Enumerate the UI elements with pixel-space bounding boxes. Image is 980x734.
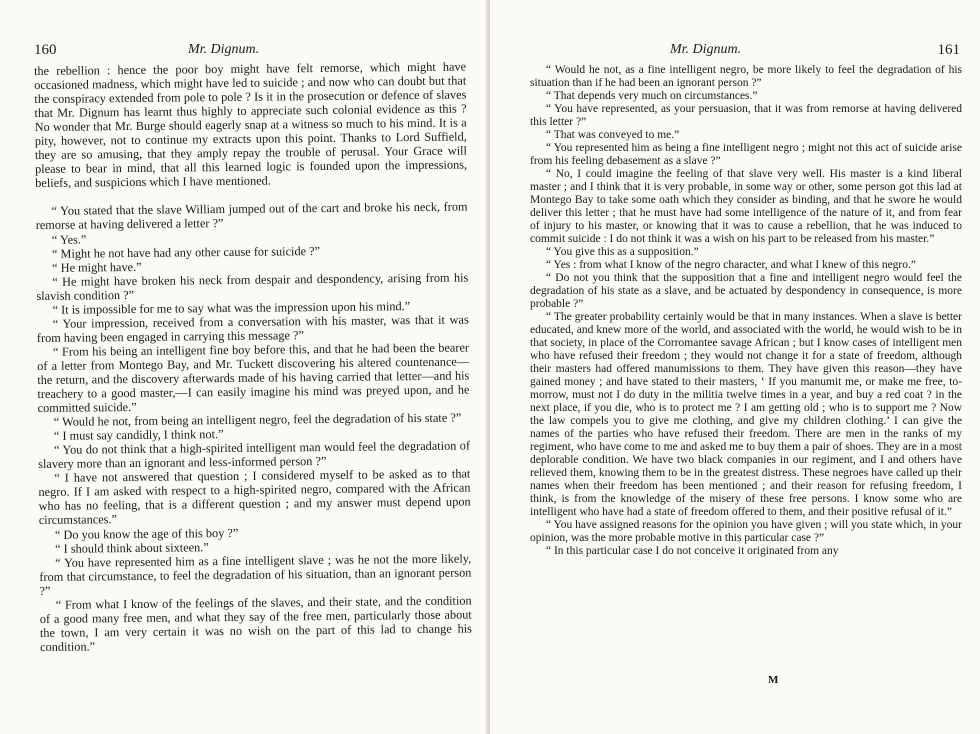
paragraph: “ That was conveyed to me.” (546, 129, 680, 141)
signature-mark: M (768, 674, 779, 686)
paragraph: “ You have represented him as a fine intelligent slave ; was he not the more likely, from that circumstance, to feel the degradation of his situation, than an ignorant person ?” (39, 551, 472, 598)
paragraph: “ You represented him as being a fine intelligent negro ; might not this act of suicide arise from his feeling debasement as a slave ?” (530, 142, 962, 167)
paragraph: “ I must say candidly, I think not.” (53, 427, 224, 443)
paragraph: “ In this particular case I do not conceive it originated from any (546, 545, 839, 557)
paragraph: “ You do not think that a high-spirited intelligent man would feel the degradation of slavery more than an ignorant and less-informed person ?” (38, 438, 471, 472)
left-page-number: 160 (34, 42, 57, 58)
paragraph: “ Your impression, received from a conversation with his master, was that it was from having been engaged in carrying this message ?” (36, 312, 469, 345)
paragraph: “ You stated that the slave William jumped out of the cart and broke his neck, from remorse at having delivered a letter ?” (35, 199, 468, 233)
paragraph: “ You have assigned reasons for the opinion you have given ; will you state which, in your opinion, was the more probable motive in this particular case ?” (530, 519, 962, 544)
paragraph: “ I have not answered that question ; I considered myself to be asked as to that negro. If I am asked with respect to a high-spirited negro, compared with the African who has no feeling, that is a different question ; and my answer must depend upon circumstances.” (38, 466, 471, 528)
left-running-head: Mr. Dignum. (188, 42, 260, 57)
right-running-head: Mr. Dignum. (670, 42, 742, 57)
right-page-body (530, 64, 962, 558)
right-page (490, 0, 980, 734)
paragraph: “ I should think about sixteen.” (54, 539, 209, 556)
paragraph: “ You have represented, as your persuasion, that it was from remorse at having delivered this letter ?” (530, 103, 962, 128)
paragraph: “ Do not you think that the supposition that a fine and intelligent negro would feel the degradation of his state as a slave, and be actuated by despondency in consequence, is more probable ?” (530, 272, 962, 310)
paragraph: “ That depends very much on circumstances.” (546, 90, 758, 102)
paragraph: “ From his being an intelligent fine boy before this, and that he had been the bearer of a letter from Montego Bay, and Mr. Tuckett discovering his altered countenance—the return, and the discovery afterwards made of his having carried that letter—and his treachery to a good master,—I can easily imagine his mind was preyed upon, and he committed suicide.” (37, 340, 470, 416)
paragraph: “ Would he not, from being an intelligent negro, feel the degradation of his state ?” (53, 410, 462, 429)
paragraph: “ Do you know the age of this boy ?” (54, 525, 239, 542)
paragraph: “ Yes : from what I know of the negro character, and what I knew of this negro.” (546, 259, 916, 271)
right-page-number: 161 (937, 42, 960, 58)
left-page-body (34, 59, 472, 653)
paragraph: “ You give this as a supposition.” (546, 246, 699, 258)
paragraph: “ It is impossible for me to say what was the impression upon his mind.” (52, 298, 411, 317)
paragraph: “ He might have.” (52, 259, 142, 275)
paragraph: “ Yes.” (51, 231, 87, 247)
paragraph: “ The greater probability certainly would be that in many instances. When a slave is better educated, and knew more of the world, and associated with the world, he would wish to be in that society, in place of the Corromantee savage African ; but I know cases of intelligent men who have refused their freedom ; they would not change it for a state of freedom, although their masters had offered manumissions to them. They have given this reason—they have gained money ; and have stated to their masters, ‘ If you manumit me, or make me free, to-morrow, must not I do duty in the militia twelve times in a year, and buy a red coat ? in the next place, if you die, who is to protect me ? I am getting old ; who is to support me ? Now the law compels you to give me clothing, and give my children clothing.’ I can give the names of the parties who have refused their freedom. There are men in the ranks of my regiment, who have come to me and asked me to buy them a pair of shoes. They are in a most deplorable condition. We have two black companies in our regiment, and I and others have relieved them, knowing them to be in the greatest distress. These negroes have called up their names when their freedom has been mentioned ; and their reason for refusing freedom, I think, is from the knowledge of the misery of these free persons. I know some who are intelligent who have had a state of freedom offered to them, and their positive refusal of it.” (530, 311, 962, 518)
paragraph: the rebellion : hence the poor boy might have felt remorse, which might have occasioned madness, which might have led to suicide ; and now who can doubt but that the conspiracy extended from pole to pole ? Is it in the prosecution or defence of slaves that Mr. Dignum has learnt thus highly to appreciate such colonial evidence as this ? No wonder that Mr. Burge should eagerly snap at a witness so much to his mind. It is a pity, however, not to continue my extracts upon this point. Thanks to Lord Suffield, they are so amusing, that they amply repay the trouble of perusal. Your Grace will please to bear in mind, that all this learned logic is founded upon the impressions, beliefs, and suspicions which I have mentioned. (34, 59, 468, 191)
paragraph: “ Would he not, as a fine intelligent negro, be more likely to feel the degradation of his situation than if he had been an ignorant person ?” (530, 64, 962, 89)
left-page-header (34, 42, 454, 62)
paragraph: “ No, I could imagine the feeling of that slave very well. His master is a kind liberal master ; and I think that it is very probable, in some way or other, some person got this lad at Montego Bay to take some oath which they consider as binding, and that he swore he would deliver this letter ; that he must have had some intelligence of the nature of it, and from fear of injury to his master, or knowing that it was to cause a rebellion, that he was induced to commit suicide : I do not think it was a wish on his part to be released from his master.” (530, 168, 962, 245)
paragraph: “ He might have broken his neck from despair and despondency, arising from his slavish condition ?” (36, 270, 469, 303)
right-page-header (530, 42, 960, 62)
paragraph: “ Might he not have had any other cause for suicide ?” (51, 243, 321, 261)
paragraph: “ From what I know of the feelings of the slaves, and their state, and the condition of a good many free men, and what they say of the free men, particularly those about the town, I am very certain it was no wish on the part of this lad to change his condition.” (39, 593, 473, 654)
